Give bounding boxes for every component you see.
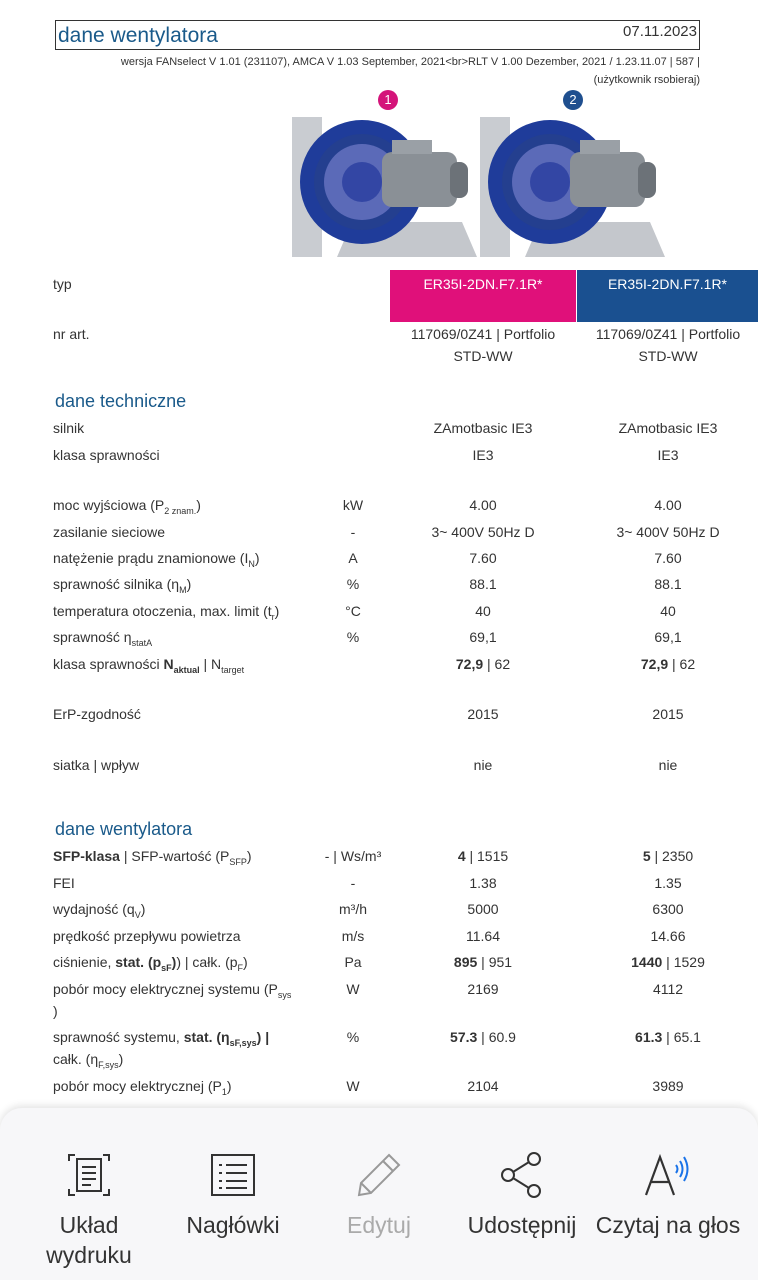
ambient-temp-unit: °C — [345, 603, 361, 619]
fan-2-motor: ZAmotbasic IE3 — [618, 420, 718, 436]
fan-1-article-line1: 117069/0Z41 | Portfolio — [410, 326, 556, 342]
title-bar — [55, 20, 700, 50]
read-aloud-button[interactable] — [593, 1150, 743, 1240]
sfp-label: SFP-klasa | SFP-wartość $(P_{SFP})$ — [53, 848, 252, 867]
fan-2-badge: 2 — [563, 90, 583, 110]
sfp-unit: - | Ws/m³ — [324, 848, 382, 864]
fan-1-type — [390, 270, 576, 322]
fei-label: FEI — [53, 875, 75, 891]
system-power-unit: W — [346, 981, 360, 997]
fan-1-article-line2: STD-WW — [453, 348, 513, 364]
headings-label: Nagłówki — [186, 1212, 280, 1238]
rated-current-unit: A — [348, 550, 358, 566]
output-power-label: moc wyjściowa $(P_{2 znam.})$ — [53, 497, 201, 516]
system-power-label-end: ) — [53, 1003, 58, 1019]
fan-2-grid: nie — [658, 757, 678, 773]
read-aloud-icon — [593, 1150, 743, 1200]
fan-2-static-efficiency: 69,1 — [654, 629, 682, 645]
user-info: (użytkownik rsobieraj) — [593, 74, 700, 86]
fan-1-system-efficiency: 57.3 | 60.9 — [450, 1029, 516, 1045]
system-power-label: pobór mocy elektrycznej systemu ($P_{sys}$ — [53, 981, 292, 1000]
fan-2-supply: 3~ 400V 50Hz D — [616, 524, 720, 540]
system-efficiency-label-2: całk. $(\eta_{F,sys})$ — [53, 1051, 124, 1070]
n-class-label: klasa sprawności $N_{aktual}$ | $N_{target}$ — [53, 656, 245, 675]
fan-1-efficiency-class: IE3 — [472, 447, 494, 463]
ambient-temp-label: temperatura otoczenia, max. limit $(t_r)$ — [53, 603, 280, 622]
fan-2-article-line1: 117069/0Z41 | Portfolio — [595, 326, 741, 342]
grid-label: siatka | wpływ — [53, 757, 140, 773]
read-aloud-label: Czytaj na głos — [595, 1212, 741, 1238]
fan-1-supply: 3~ 400V 50Hz D — [431, 524, 535, 540]
fan-1-sfp: 4 | 1515 — [457, 848, 509, 864]
fan-2-type — [577, 270, 758, 322]
efficiency-class-label: klasa sprawności — [53, 447, 160, 463]
fan-2-electric-power: 3989 — [652, 1078, 684, 1094]
fan-2-sfp: 5 | 2350 — [642, 848, 694, 864]
pressure-label: ciśnienie, stat. $(p_{sF})$) | całk. $(p_F)$ — [53, 954, 248, 973]
electric-power-label: pobór mocy elektrycznej $(P_1)$ — [53, 1078, 232, 1097]
fan-2-ambient-temp: 40 — [660, 603, 676, 619]
fan-2-fei: 1.35 — [654, 875, 682, 891]
fan-2-air-speed: 14.66 — [650, 928, 686, 944]
fan-1-ambient-temp: 40 — [475, 603, 491, 619]
fan-2-pressure: 1440 | 1529 — [631, 954, 705, 970]
output-power-unit: kW — [342, 497, 364, 513]
fan-1-n-class: 72,9 | 62 — [455, 656, 511, 672]
fan-1-fei: 1.38 — [469, 875, 497, 891]
air-speed-label: prędkość przepływu powietrza — [53, 928, 241, 944]
section-technical-title: dane techniczne — [55, 391, 187, 411]
fan-1-system-power: 2169 — [467, 981, 499, 997]
erp-label: ErP-zgodność — [53, 706, 141, 722]
share-label: Udostępnij — [467, 1212, 577, 1238]
pressure-unit: Pa — [344, 954, 362, 970]
edit-button[interactable] — [304, 1150, 454, 1240]
fan-2-efficiency-class: IE3 — [657, 447, 679, 463]
air-speed-unit: m/s — [341, 928, 365, 944]
fan-1-rated-current: 7.60 — [469, 550, 497, 566]
fan-2-image — [480, 112, 670, 262]
fan-2-system-power: 4112 — [652, 981, 684, 997]
section-fan-title: dane wentylatora — [55, 819, 193, 839]
fan-2-article-line2: STD-WW — [638, 348, 698, 364]
version-info: wersja FANselect V 1.01 (231107), AMCA V 1.03 September, 2021<br>RLT V 1.00 Dezember, 2021 / 1.23.11.07 | 587 | — [120, 56, 700, 68]
fan-2-system-efficiency: 61.3 | 65.1 — [635, 1029, 701, 1045]
motor-efficiency-label: sprawność silnika $(\eta_M)$ — [53, 576, 192, 595]
static-efficiency-unit: % — [346, 629, 360, 645]
share-icon — [447, 1150, 597, 1200]
supply-label: zasilanie sieciowe — [53, 524, 166, 540]
electric-power-unit: W — [346, 1078, 360, 1094]
motor-label: silnik — [53, 420, 85, 436]
fan-2-n-class: 72,9 | 62 — [640, 656, 696, 672]
static-efficiency-label: sprawność $\eta_{statA}$ — [53, 629, 153, 648]
fan-2-type-text: ER35I-2DN.F7.1R* — [607, 276, 728, 292]
fan-1-static-efficiency: 69,1 — [469, 629, 497, 645]
fan-1-flow: 5000 — [467, 901, 499, 917]
flow-label: wydajność $(q_V)$ — [53, 901, 146, 920]
fan-1-grid: nie — [473, 757, 493, 773]
fan-2-output-power: 4.00 — [654, 497, 682, 513]
motor-efficiency-unit: % — [346, 576, 360, 592]
fan-2-erp: 2015 — [652, 706, 684, 722]
system-efficiency-label: sprawność systemu, stat. $(\eta_{sF,sys})$ | — [53, 1029, 270, 1048]
page-title: dane wentylatora — [58, 24, 218, 47]
type-label: typ — [53, 276, 72, 292]
document-date: 07.11.2023 — [623, 23, 697, 40]
fan-1-motor: ZAmotbasic IE3 — [433, 420, 533, 436]
edit-label: Edytuj — [347, 1212, 411, 1238]
flow-unit: m³/h — [339, 901, 367, 917]
supply-unit: - — [350, 524, 356, 540]
system-efficiency-unit: % — [346, 1029, 360, 1045]
article-label: nr art. — [53, 326, 90, 342]
print-layout-label: Układ wydruku — [46, 1212, 132, 1268]
fan-1-badge: 1 — [378, 90, 398, 110]
fan-1-electric-power: 2104 — [467, 1078, 499, 1094]
fan-1-output-power: 4.00 — [469, 497, 497, 513]
fan-1-motor-efficiency: 88.1 — [469, 576, 497, 592]
print-layout-button[interactable] — [14, 1150, 164, 1270]
fan-1-pressure: 895 | 951 — [453, 954, 513, 970]
fan-1-image — [292, 112, 482, 262]
pencil-icon — [304, 1150, 454, 1200]
print-layout-icon — [14, 1150, 164, 1200]
fan-1-type-text: ER35I-2DN.F7.1R* — [423, 276, 543, 292]
headings-icon — [158, 1150, 308, 1200]
rated-current-label: natężenie prądu znamionowe $(I_N)$ — [53, 550, 260, 569]
fan-2-rated-current: 7.60 — [654, 550, 682, 566]
fan-2-motor-efficiency: 88.1 — [654, 576, 682, 592]
fan-1-air-speed: 11.64 — [466, 928, 500, 944]
fan-2-flow: 6300 — [652, 901, 684, 917]
headings-button[interactable] — [158, 1150, 308, 1240]
fan-1-erp: 2015 — [467, 706, 499, 722]
fei-unit: - — [350, 875, 356, 891]
share-button[interactable] — [447, 1150, 597, 1240]
